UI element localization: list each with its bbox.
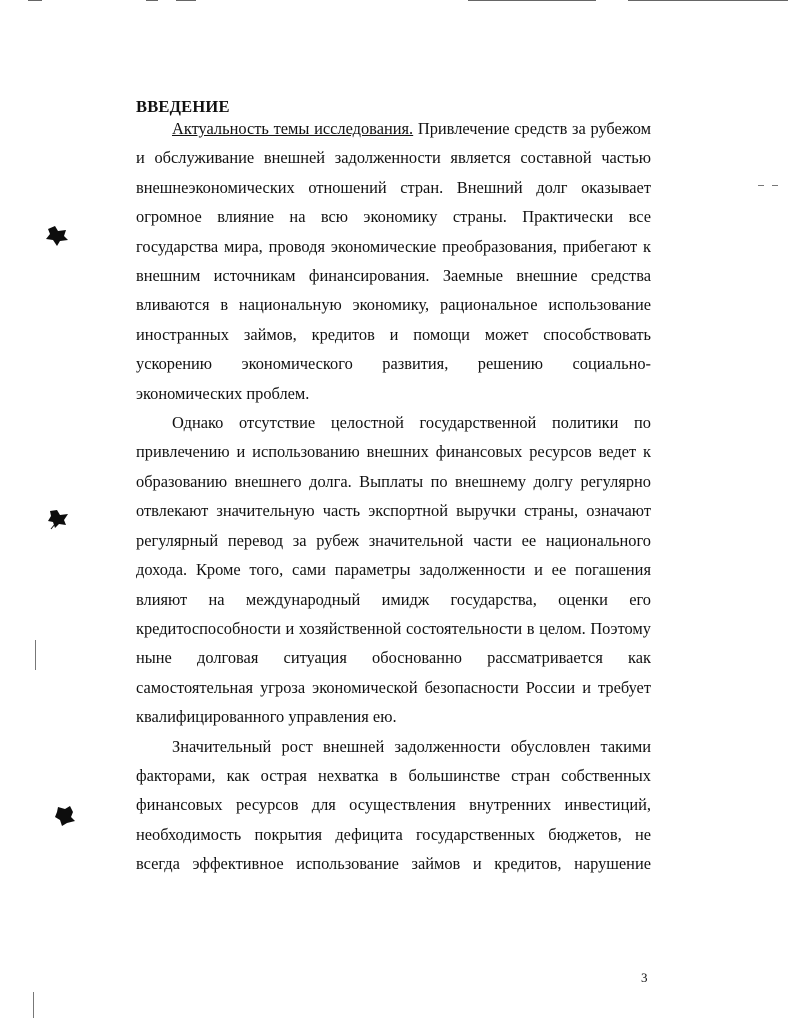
scan-edge-mark (772, 185, 778, 186)
paragraph-growth: Значительный рост внешней задолженности обусловлен такими факторами, как острая нехватка в большинстве стран собственных финансовых ресурсов для осуществления внутренних инвестиций, необходимость покрытия дефицита государственных бюджетов, не всегда эффективное использование займов и кредитов, нарушение (136, 736, 651, 874)
scan-edge-mark (33, 992, 34, 1018)
scan-top-line (28, 0, 42, 1)
scan-edge-mark (35, 640, 36, 670)
ink-blot-mark (45, 225, 69, 247)
scan-top-line (176, 0, 196, 1)
scan-top-line (146, 0, 158, 1)
body-text (136, 114, 651, 879)
scan-edge-mark (758, 185, 764, 186)
paragraph-relevance (136, 114, 651, 408)
paragraph-text: Привлечение средств за рубежом и обслуживание внешней задолженности является составной частью внешнеэкономических отношений стран. Внешний долг оказывает огромное влияние на всю экономику страны. Практически все государства мира, проводя экономические преобразования, прибегают к внешним источникам финансирования. Заемные внешние средства вливаются в национальную экономику, рациональное использование иностранных займов, кредитов и помощи может способствовать ускорению экономического развития, решению социально-экономических проблем. (136, 119, 651, 403)
scan-top-line (628, 0, 788, 1)
ink-blot-mark (53, 805, 77, 827)
scan-top-line (468, 0, 596, 1)
page-number: 3 (641, 970, 648, 985)
topic-label: Актуальность темы исследования. (172, 119, 414, 138)
paragraph-policy: Однако отсутствие целостной государственной политики по привлечению и использованию внешних финансовых ресурсов ведет к образованию внешнего долга. Выплаты по внешнему долгу регулярно отвлекают значительную часть экспортной выручки страны, означают регулярный перевод за рубеж значительной части ее национального дохода. Кроме того, сами параметры задолженности и ее погашения влияют на международный имидж государства, оценки его кредитоспособности и хозяйственной состоятельности в целом. Поэтому ныне долговая ситуация обоснованно рассматривается как самостоятельная угроза экономической безопасности России и требует квалифицированного управления ею. (136, 413, 651, 727)
section-heading: ВВЕДЕНИЕ (136, 97, 230, 117)
ink-blot-mark (46, 508, 70, 530)
